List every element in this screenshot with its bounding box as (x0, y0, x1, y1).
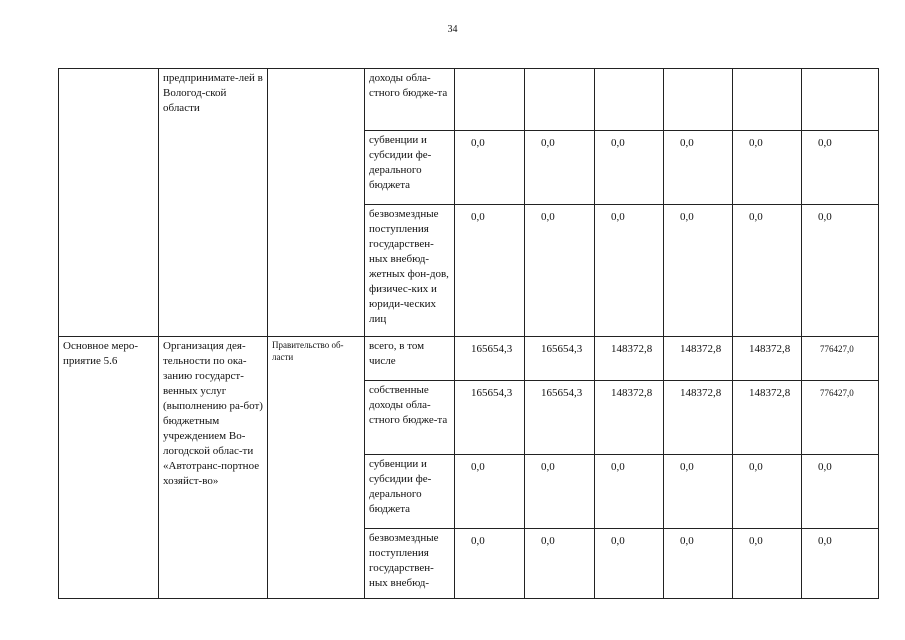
value-cell: 0,0 (733, 205, 802, 337)
value-cell (733, 69, 802, 131)
event-name-cell: Основное меро-приятие 5.6 (59, 337, 159, 599)
value-cell: 165654,3 (525, 381, 595, 455)
value-cell: 776427,0 (802, 381, 879, 455)
page-number: 34 (447, 24, 458, 35)
value-cell: 0,0 (802, 131, 879, 205)
value-cell: 165654,3 (525, 337, 595, 381)
value-cell: 0,0 (595, 529, 664, 599)
funding-source-cell: субвенции и субсидии фе-дерального бюджета (365, 455, 455, 529)
value-cell: 0,0 (664, 205, 733, 337)
value-cell: 0,0 (802, 529, 879, 599)
executor-cell (268, 69, 365, 337)
value-cell: 0,0 (802, 205, 879, 337)
value-cell: 0,0 (455, 529, 525, 599)
funding-source-cell: безвозмездные поступления государствен-ных внебюд-жетных фон-дов, физичес-ких и юриди-ческих лиц (365, 205, 455, 337)
value-cell: 0,0 (802, 455, 879, 529)
value-cell (802, 69, 879, 131)
value-cell: 148372,8 (664, 337, 733, 381)
value-cell: 0,0 (595, 455, 664, 529)
value-cell: 0,0 (595, 131, 664, 205)
value-cell: 148372,8 (733, 337, 802, 381)
value-cell: 0,0 (455, 131, 525, 205)
value-cell: 0,0 (733, 529, 802, 599)
table-row (59, 337, 879, 381)
funding-source-cell: субвенции и субсидии фе-дерального бюджета (365, 131, 455, 205)
budget-table (58, 68, 879, 599)
funding-source-cell: собственные доходы обла-стного бюдже-та (365, 381, 455, 455)
value-cell: 148372,8 (595, 337, 664, 381)
value-cell: 0,0 (664, 455, 733, 529)
value-cell: 0,0 (664, 529, 733, 599)
value-cell: 0,0 (733, 131, 802, 205)
value-cell: 776427,0 (802, 337, 879, 381)
value-cell: 0,0 (664, 131, 733, 205)
value-cell: 148372,8 (733, 381, 802, 455)
value-cell (525, 69, 595, 131)
value-cell: 0,0 (455, 205, 525, 337)
value-cell: 0,0 (525, 455, 595, 529)
value-cell: 0,0 (525, 529, 595, 599)
funding-source-cell: всего, в том числе (365, 337, 455, 381)
value-cell: 0,0 (595, 205, 664, 337)
value-cell (455, 69, 525, 131)
value-cell: 148372,8 (664, 381, 733, 455)
value-cell: 148372,8 (595, 381, 664, 455)
executor-cell: Правительство об-ласти (268, 337, 365, 599)
value-cell: 0,0 (525, 205, 595, 337)
event-name-cell (59, 69, 159, 337)
value-cell: 0,0 (733, 455, 802, 529)
value-cell: 0,0 (455, 455, 525, 529)
value-cell (664, 69, 733, 131)
value-cell (595, 69, 664, 131)
event-description-cell: предпринимате-лей в Вологод-ской области (159, 69, 268, 337)
funding-source-cell: безвозмездные поступления государствен-ных внебюд- (365, 529, 455, 599)
value-cell: 165654,3 (455, 337, 525, 381)
value-cell: 0,0 (525, 131, 595, 205)
funding-source-cell: доходы обла-стного бюдже-та (365, 69, 455, 131)
table-row (59, 69, 879, 131)
event-description-cell: Организация дея-тельности по ока-занию государст-венных услуг (выполнению ра-бот) бюджетным учреждением Во-логодской облас-ти «Автотранс-портное хозяйст-во» (159, 337, 268, 599)
value-cell: 165654,3 (455, 381, 525, 455)
